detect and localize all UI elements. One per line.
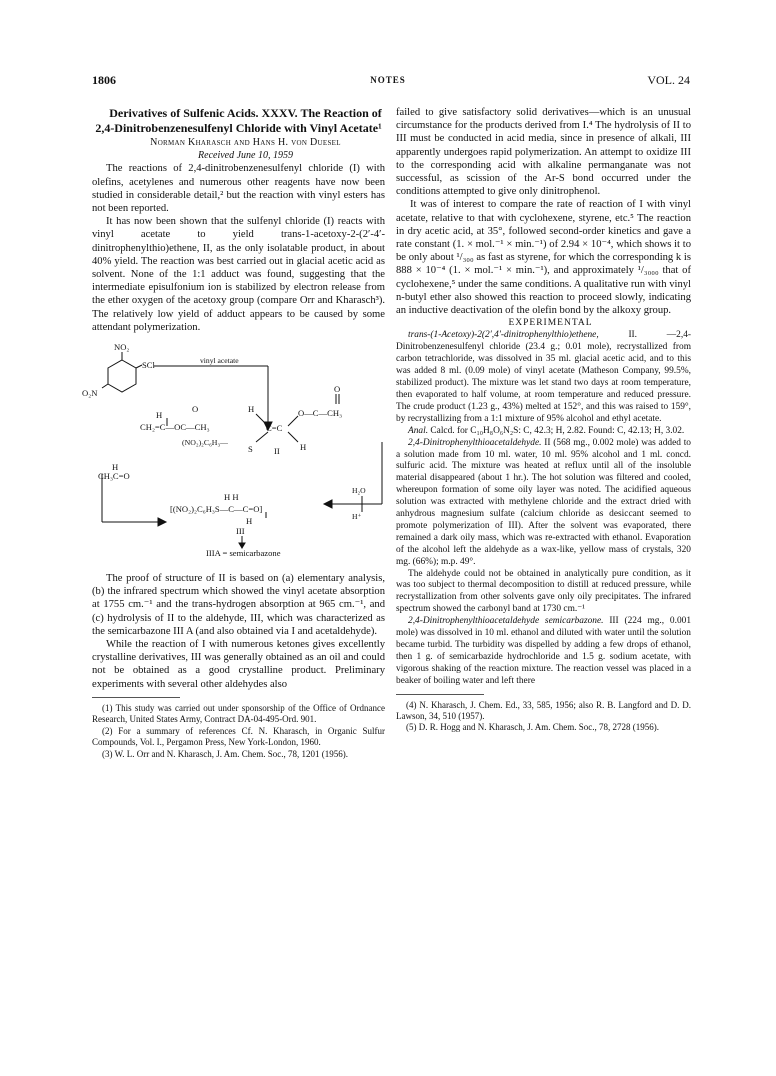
acetaldehyde-formula: CH₃C=O — [98, 471, 130, 482]
aldehyde-formula: [(NO₂)₂C₆H₃S—C—C=O] — [170, 504, 263, 515]
experimental-text-4: III (224 mg., 0.001 mole) was dissolved in 10 ml. ethanol and diluted with water until the solution became turbid. The turbidity was dispelled by adding a few drops of ethanol, then 1 g. of semicarbazide hydrochloride and 1.5 g. sodium acetate, with vigorous shaking of the reaction mixture. The reaction vessel was placed in a beaker of boiling water and left there — [396, 616, 692, 686]
experimental-text-2: II (568 mg., 0.002 mole) was added to a solution made from 10 ml. water, 10 ml. 95% alcohol and 1 ml. concd. sulfuric acid. The mixture was heated at reflux until all of the insoluble material disappeared (about 1 hr.). The hot solution was filtered and cooled, whereupon formation of some oily layer was noted. The acidified aqueous solution was extracted with methylene chloride and the extract dried with anhydrous magnesium sulfate (calcium chloride as desiccant seemed to promote polymerization of III). After the solvent was evaporated, there remained a dark oily mass, which was re-extracted with ethanol. Evaporation of the alcohol left the aldehyde as a wax-like, yellow mass of crystals, 320 mg. (66%); m.p. 49°. — [396, 437, 691, 567]
water-reagent: H₂O — [352, 486, 366, 496]
footnote-4: (4) N. Kharasch, J. Chem. Ed., 33, 585, 1956; also R. B. Langford and D. D. Lawson, 34, 510 (1957). — [396, 699, 691, 722]
footnote-divider-right — [396, 694, 484, 695]
aldehyde-h-bottom: H — [246, 516, 253, 527]
left-column — [82, 106, 385, 760]
experimental-title-2: 2,4-Dinitrophenylthioacetaldehyde. — [408, 437, 542, 448]
analysis-label: Anal. — [408, 425, 429, 436]
experimental-heading: EXPERIMENTAL — [508, 318, 593, 329]
aryl-thio-group: (NO₂)₂C₆H₃— — [182, 438, 228, 448]
footnote-divider — [92, 697, 180, 698]
sulfenyl-chloride-group: SCl — [142, 360, 155, 371]
experimental-text-3: The aldehyde could not be obtained in analytically pure condition, as it was too subject to thermal decomposition to distill at reduced pressure, while recrystallization from other solvents gave only oily precipitates. The infrared spectrum showed the carbonyl band at 1730 cm.⁻¹ — [396, 568, 691, 615]
compound-iii-label: III — [236, 526, 245, 537]
footnotes-left — [92, 703, 385, 760]
volume-label: VOL. 24 — [647, 73, 690, 87]
paragraph: The proof of structure of II is based on (a) elementary analysis, (b) the infrared spectrum which showed the vinyl acetate absorption at 1755 cm.⁻¹ and the trans-hydrogen absorption at 965 cm.⁻¹, and (c) hydrolysis of II to the aldehyde, III, which was characterized as the semicarbazone III A (and also obtained via I and acetaldehyde). — [92, 573, 385, 637]
experimental-title-1: trans-(1-Acetoxy)-2(2′,4′-dinitrophenylthio)ethene, — [408, 330, 599, 341]
olefin-h-label: H — [248, 404, 255, 415]
sulfur-label: S — [248, 444, 253, 455]
nitro-group-left: O₂N — [82, 388, 98, 399]
running-title: NOTES — [370, 75, 406, 85]
vinyl-h-label: H — [156, 410, 163, 421]
acid-catalyst: H⁺ — [352, 512, 362, 522]
vinyl-acetate-formula: CH₂=C—OC—CH₃ — [140, 422, 210, 433]
footnote-1: (1) This study was carried out under sponsorship of the Office of Ordnance Research, United States Army, Contract DA-04-495-Ord. 901. — [92, 702, 385, 725]
reaction-scheme — [82, 342, 385, 560]
compound-iiia-label: IIIA = semicarbazone — [206, 548, 281, 559]
reagent-label: vinyl acetate — [200, 356, 239, 366]
right-column — [396, 106, 691, 734]
running-header — [0, 73, 776, 89]
olefin-bond-label: C=C — [266, 423, 283, 434]
experimental-section — [396, 330, 691, 687]
footnote-3: (3) W. L. Orr and N. Kharasch, J. Am. Chem. Soc., 78, 1201 (1956). — [102, 748, 348, 759]
footnote-2: (2) For a summary of references Cf. N. Kharasch, in Organic Sulfur Compounds, Vol. I., Pergamon Press, New York-London, 1960. — [92, 725, 385, 748]
experimental-text-1: II. —2,4-Dinitrobenzenesulfenyl chloride (23.4 g.; 0.01 mole), recrystallized from carbon tetrachloride, was dissolved in 35 ml. glacial acetic acid, and to this was added 8 ml. (0.09 mole) of vinyl acetate (Matheson Company, 99.5%, stabilized product). The mixture was let stand two days at room temperature, then evaporated to half volume, at room temperature and reduced pressure. The crude product (1.23 g., 43%) melted at 152°, and this was raised to 159°, by recrystallizing from a 1:1 mixture of 95% alcohol and ethyl acetate. — [396, 330, 691, 424]
article-title: Derivatives of Sulfenic Acids. XXXV. The Reaction of 2,4-Dinitrobenzenesulfenyl Chloride with Vinyl Acetate¹ — [95, 106, 382, 135]
received-date: Received June 10, 1959 — [198, 150, 293, 162]
olefin-h-label-right: H — [300, 442, 307, 453]
aldehyde-hydrogens: H H — [224, 492, 239, 503]
acetoxy-group: O—C—CH₃ — [298, 408, 343, 419]
paragraph: failed to give satisfactory solid derivatives—which is an unusual circumstance for the products derived from I.⁴ The hydrolysis of II to III must be conducted in acid media, since in presence of alkali, III apparently undergoes rapid polymerization. An attempt to oxidize III to the corresponding acid with alkaline permanganate was not successful, as scission of the Ar-S bond occurred under the conditions attempted to give only dinitrophenol. — [396, 107, 691, 198]
acetaldehyde-h-label: H — [112, 462, 119, 473]
page-number: 1806 — [92, 73, 116, 87]
paragraph: It has now been shown that the sulfenyl chloride (I) reacts with vinyl acetate to yield trans-1-acetoxy-2-(2′-4′-dinitrophenylthio)ethene, II, as the only isolatable product, in about 40% yield. The reaction was best carried out in glacial acetic acid as solvent. None of the 1:1 adduct was found, suggesting that the intermediate episulfonium ion is stabilized by electron release from the ether oxygen of the acetoxy group (compare Orr and Kharasch³). The relatively low yield of adduct appears to be caused by some attendant polymerization. — [92, 216, 385, 333]
nitro-group-top: NO₂ — [114, 342, 130, 353]
analysis-text: Calcd. for C₁₀H₈O₆N₂S: C, 42.3; H, 2.82. Found: C, 42.13; H, 3.02. — [430, 425, 685, 436]
paragraph: The reactions of 2,4-dinitrobenzenesulfenyl chloride (I) with olefins, acetylenes and numerous other reagents have now been studied in considerable detail,² but the reaction with vinyl esters has not been reported. — [92, 163, 385, 215]
footnotes-right — [396, 700, 691, 734]
paragraph: While the reaction of I with numerous ketones gives excellently crystalline derivatives, III was generally obtained as an oil and could not be obtained as a good crystalline product. Preliminary experiments with several other aldehydes also — [92, 639, 385, 690]
compound-ii-label: II — [274, 446, 280, 457]
article-authors: Norman Kharasch and Hans H. von Duesel — [150, 137, 341, 148]
footnote-5: (5) D. R. Hogg and N. Kharasch, J. Am. Chem. Soc., 78, 2728 (1956). — [406, 722, 659, 733]
carbonyl-o-label: O — [192, 404, 199, 415]
acetoxy-o-label: O — [334, 384, 341, 395]
benzene-ring — [108, 360, 136, 392]
paragraph: It was of interest to compare the rate of reaction of I with vinyl acetate, relative to that with cyclohexene, styrene, etc.⁵ The reaction in dry acetic acid, at 35°, followed second-order kinetics and gave a rate constant (1. × mol.⁻¹ × min.⁻¹) of 2.94 × 10⁻⁴, which shows it to be only about ¹/₃₀₀ as fast as styrene, for which the corresponding k is 888 × 10⁻⁴ (1. × mol.⁻¹ × min.⁻¹), and approximately ¹/₃₀₀₀ that of cyclohexene,⁵ under the same conditions. A qualitative run with vinyl n-butyl ether also showed this reaction to proceed slowly, indicating an inductive deactivation of the olefin bond by the alkoxy group. — [396, 199, 691, 317]
experimental-title-4: 2,4-Dinitrophenylthioacetaldehyde semicarbazone. — [408, 616, 604, 627]
